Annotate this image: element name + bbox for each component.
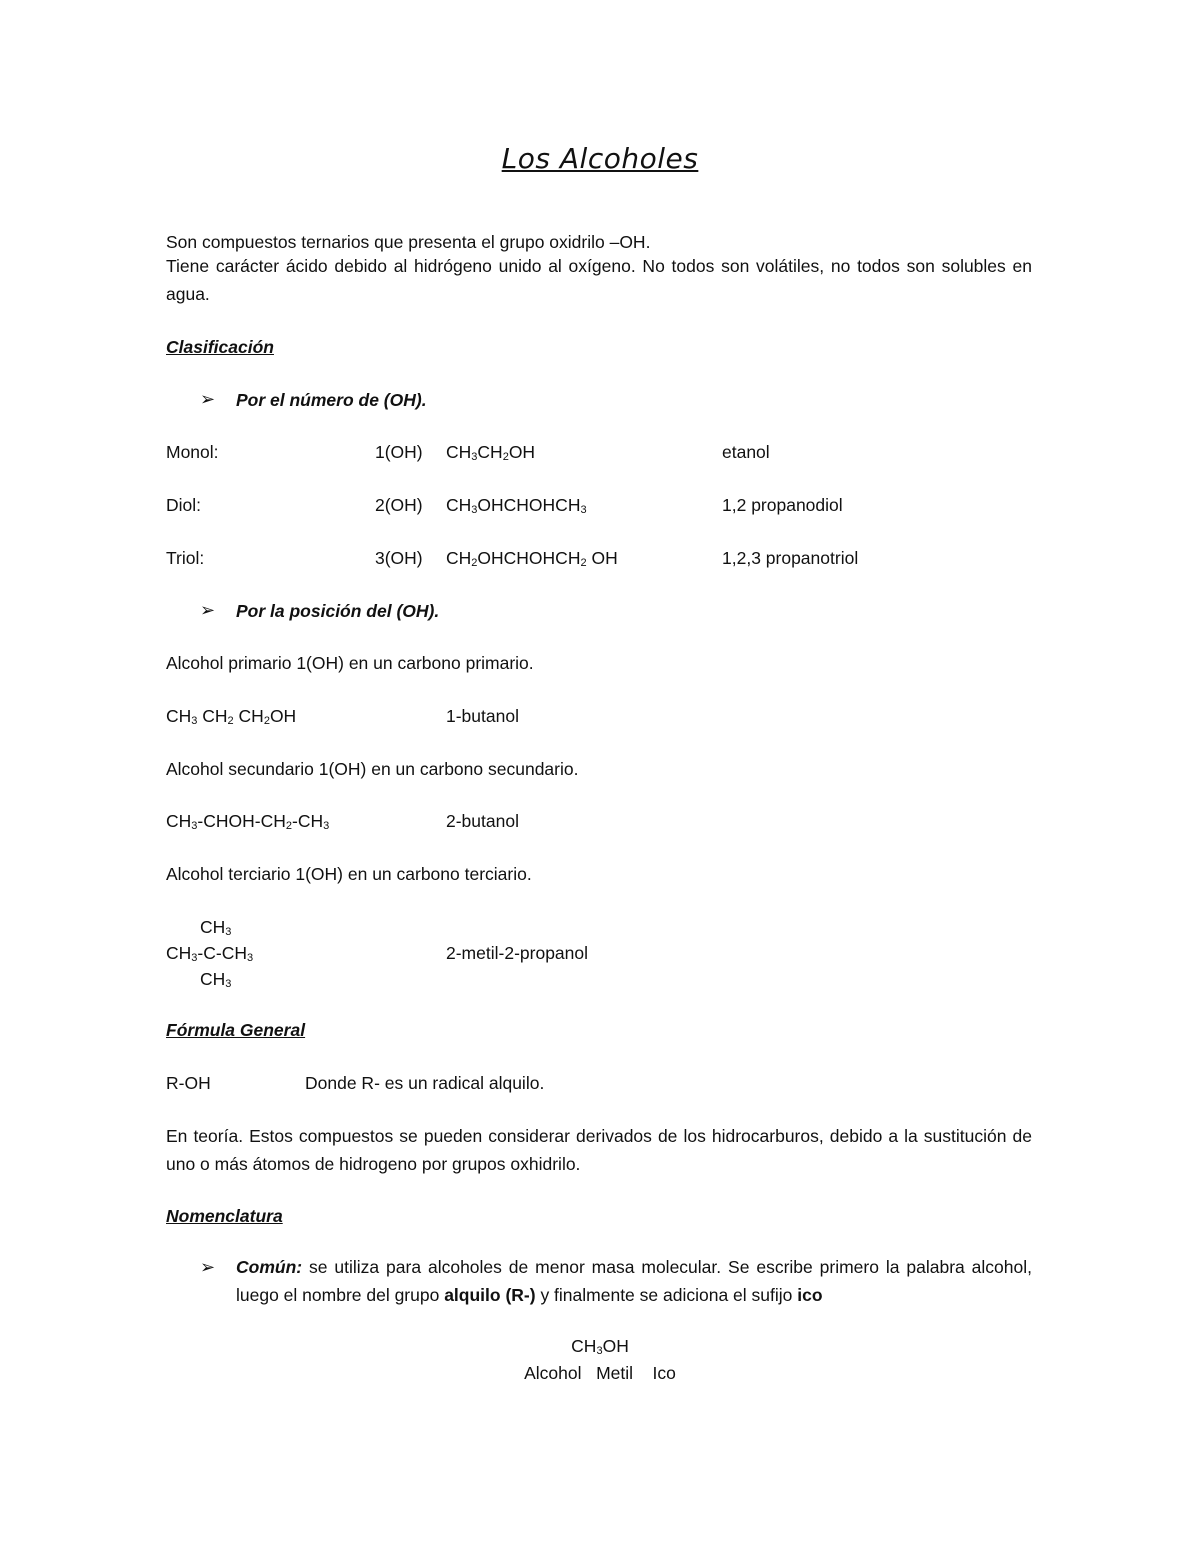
row-name: Monol: xyxy=(166,442,219,462)
terciario-formula-bottom: $CH_3$ xyxy=(200,969,232,990)
terciario-formula-top: $CH_3$ xyxy=(200,917,232,938)
nomenclatura-heading: Nomenclatura xyxy=(166,1206,283,1226)
clasificacion-heading: Clasificación xyxy=(166,337,274,357)
primario-text: Alcohol primario 1(OH) en un carbono primario. xyxy=(166,653,534,673)
comun-paragraph: Común: se utiliza para alcoholes de menor masa molecular. Se escribe primero la palabra alcohol, luego el nombre del grupo alquilo (R-) y finalmente se adiciona el sufijo ico xyxy=(236,1257,1032,1305)
row-formula: $CH_3CH_2OH$ xyxy=(446,442,536,463)
secundario-formula: $CH_3-CHOH-CH_2-CH_3$ xyxy=(166,811,330,832)
bullet-posicion-oh: Por la posición del (OH). xyxy=(236,601,440,621)
intro-paragraph: Tiene carácter ácido debido al hidrógeno unido al oxígeno. No todos son volátiles, no todos son solubles en agua. xyxy=(166,256,1032,304)
arrow-bullet-icon: ➢ xyxy=(200,1257,216,1277)
example-name: Alcohol Metil Ico xyxy=(524,1363,676,1383)
row-formula: $CH_3OHCHOHCH_3$ xyxy=(446,495,587,516)
row-compound: 1,2,3 propanotriol xyxy=(722,548,859,568)
row-count: 3(OH) xyxy=(375,548,423,568)
row-count: 2(OH) xyxy=(375,495,423,515)
row-compound: etanol xyxy=(722,442,770,462)
terciario-text: Alcohol terciario 1(OH) en un carbono terciario. xyxy=(166,864,532,884)
primario-compound: 1-butanol xyxy=(446,706,519,726)
row-compound: 1,2 propanodiol xyxy=(722,495,843,515)
secundario-text: Alcohol secundario 1(OH) en un carbono secundario. xyxy=(166,759,579,779)
terciario-compound: 2-metil-2-propanol xyxy=(446,943,589,963)
primario-formula: $CH_3$ $CH_2$ $CH_2OH$ xyxy=(166,706,297,727)
secundario-compound: 2-butanol xyxy=(446,811,519,831)
general-formula-description: Donde R- es un radical alquilo. xyxy=(305,1073,545,1093)
bullet-numero-oh: Por el número de (OH). xyxy=(236,390,427,410)
formula-general-paragraph: En teoría. Estos compuestos se pueden considerar derivados de los hidrocarburos, debido a la sustitución de uno o más átomos de hidrogeno por grupos oxhidrilo. xyxy=(166,1126,1032,1174)
row-name: Diol: xyxy=(166,495,202,515)
formula-general-heading: Fórmula General xyxy=(166,1020,306,1040)
row-formula: $CH_2OHCHOHCH_2$ OH xyxy=(446,548,618,569)
page-title: Los Alcoholes xyxy=(501,142,699,175)
terciario-formula-mid: $CH_3-C-CH_3$ xyxy=(166,943,254,964)
arrow-bullet-icon: ➢ xyxy=(200,389,216,409)
arrow-bullet-icon: ➢ xyxy=(200,600,216,620)
row-count: 1(OH) xyxy=(375,442,423,462)
general-formula: R-OH xyxy=(166,1073,211,1093)
intro-line-1: Son compuestos ternarios que presenta el grupo oxidrilo –OH. xyxy=(166,232,651,252)
example-formula: $CH_3OH$ xyxy=(571,1336,629,1357)
row-name: Triol: xyxy=(166,548,205,568)
